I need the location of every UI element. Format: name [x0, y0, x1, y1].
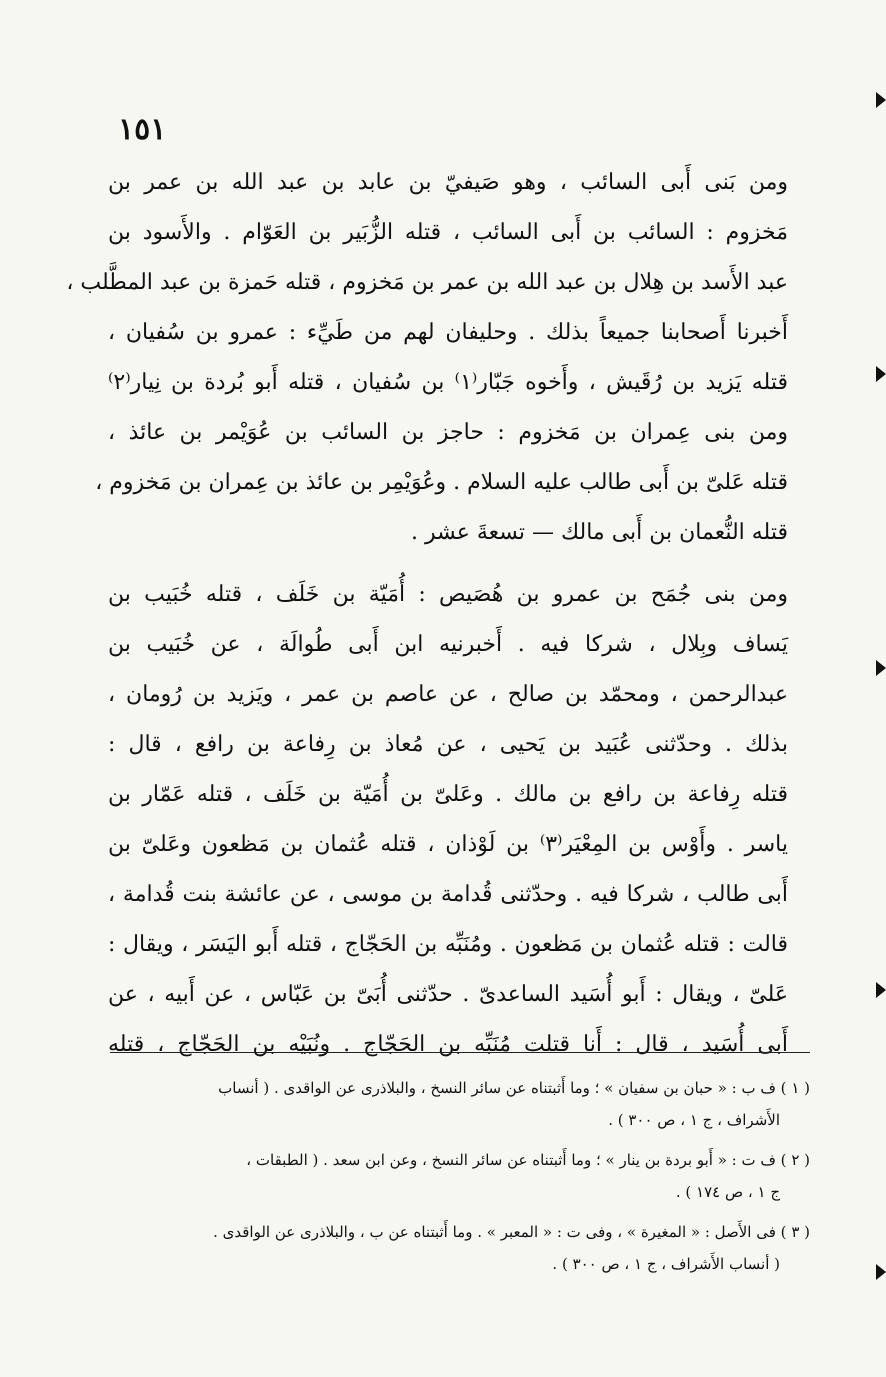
- page-number: ١٥١: [118, 112, 167, 147]
- paragraph-2: [95, 408, 788, 558]
- text-line: قتله رِفاعة بن رافع بن مالك . وعَلىّ بن أُمَيّة بن خَلَف ، قتله عَمّار بن: [108, 782, 788, 807]
- text-line: ومن بَنى أَبى السائب ، وهو صَيفيّ بن عابد بن عبد الله بن عمر بن: [108, 170, 789, 195]
- margin-notch-icon: [876, 366, 886, 382]
- text-line: أَبى طالب ، شركا فيه . وحدّثنى قُدامة بن موسى ، عن عائشة بنت قُدامة ،: [108, 882, 788, 907]
- text-line: عبد الأَسد بن هِلال بن عبد الله بن عمر بن مَخزوم ، قتله حَمزة بن عبد المطَّلب ،: [66, 270, 788, 295]
- text-line: عَلىّ ، ويقال : أَبو أُسَيد الساعدىّ . حدّثنى أُبَىّ بن عَبّاس ، عن أَبيه ، عن: [108, 982, 788, 1007]
- text-line: قالت : قتله عُثمان بن مَظعون . ومُنَبِّه بن الحَجّاج ، قتله أَبو اليَسَر ، ويقال :: [108, 932, 788, 957]
- footnote-2: [110, 1144, 810, 1208]
- main-text: [66, 158, 789, 1070]
- text-line: قتله عَلىّ بن أَبى طالب عليه السلام . وعُوَيْمِر بن عائذ بن عِمران بن مَخزوم ،: [95, 470, 788, 495]
- margin-notch-icon: [876, 92, 886, 108]
- text-line: قتله يَزيد بن رُقَيش ، وأَخوه جَبّار⁽١⁾ بن سُفيان ، قتله أَبو بُردة بن نِيار⁽٢⁾: [108, 370, 788, 395]
- text-line: ياسر . وأَوْس بن المِعْيَر⁽٣⁾ بن لَوْذان ، قتله عُثمان بن مَظعون وعَلىّ بن: [108, 832, 788, 857]
- footnote-line: ج ١ ، ص ١٧٤ ) .: [675, 1183, 780, 1201]
- paragraph-3: [108, 570, 788, 1070]
- margin-notch-icon: [876, 982, 886, 998]
- text-line: عبدالرحمن ، ومحمّد بن صالح ، عن عاصم بن عمر ، ويَزيد بن رُومان ،: [108, 682, 788, 707]
- text-line: مَخزوم : السائب بن أَبى السائب ، قتله الزُّبَير بن العَوّام . والأَسود بن: [108, 220, 788, 245]
- text-line: أَخبرنا أَصحابنا جميعاً بذلك . وحليفان لهم من طَيِّء : عمرو بن سُفيان ،: [108, 320, 788, 345]
- footnotes: [110, 1072, 810, 1280]
- footnote-1: [110, 1072, 810, 1136]
- footnote-line: الأَشراف ، ج ١ ، ص ٣٠٠ ) .: [608, 1111, 780, 1129]
- margin-notch-icon: [876, 660, 886, 676]
- footnote-line: ( أنساب الأَشراف ، ج ١ ، ص ٣٠٠ ) .: [552, 1255, 780, 1273]
- footnote-line: ( ٢ ) ف ت : « أَبو بردة بن ينار » ؛ وما أَثبتناه عن سائر النسخ ، وعن ابن سعد . ( الطبقات ،: [246, 1151, 810, 1169]
- footnote-line: ( ١ ) ف ب : « حبان بن سفيان » ؛ وما أَثبتناه عن سائر النسخ ، والبلاذرى عن الواقدى . ( أنساب: [218, 1079, 810, 1097]
- text-line: قتله النُّعمان بن أَبى مالك — تسعةَ عشر .: [410, 520, 788, 545]
- paragraph-1: [66, 158, 789, 408]
- footnote-rule: [110, 1052, 810, 1053]
- text-line: ومن بنى عِمران بن مَخزوم : حاجز بن السائب بن عُوَيْمر بن عائذ ،: [108, 420, 788, 445]
- text-line: يَساف وبِلال ، شركا فيه . أَخبرنيه ابن أَبى طُوالَة ، عن خُبَيب بن: [108, 632, 788, 657]
- footnote-line: ( ٣ ) فى الأَصل : « المغيرة » ، وفى ت : « المعبر » . وما أَثبتناه عن ب ، والبلاذرى عن الواقدى .: [213, 1223, 810, 1241]
- footnote-3: [110, 1216, 810, 1280]
- text-line: ومن بنى جُمَح بن عمرو بن هُصَيص : أُمَيّة بن خَلَف ، قتله خُبَيب بن: [108, 582, 788, 607]
- margin-notch-icon: [876, 1264, 886, 1280]
- text-line: بذلك . وحدّثنى عُبَيد بن يَحيى ، عن مُعاذ بن رِفاعة بن رافع ، قال :: [108, 732, 788, 757]
- text-line: أَبى أُسَيد ، قال : أَنا قتلت مُنَبِّه بن الحَجّاج . ونُبَيْه بن الحَجّاج ، قتله: [108, 1032, 788, 1057]
